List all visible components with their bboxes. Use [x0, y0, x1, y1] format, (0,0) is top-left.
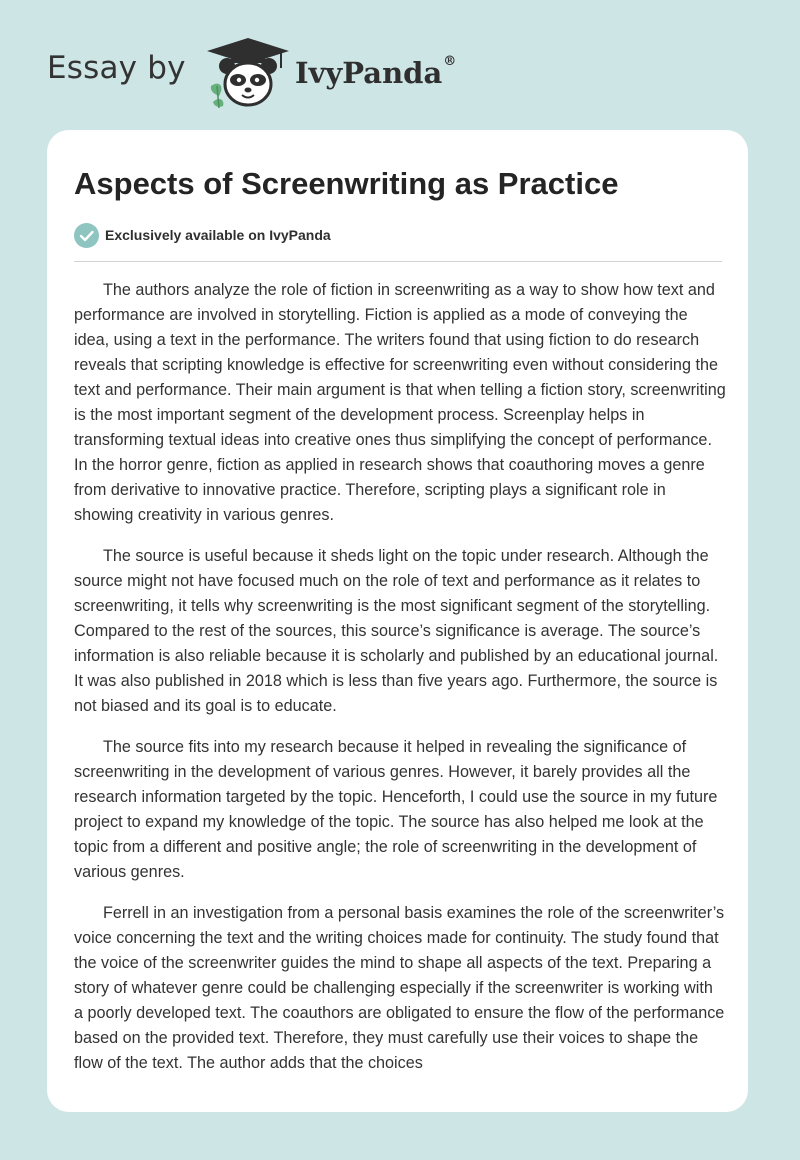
paragraph: The source fits into my research because it helped in revealing the significance of screenwriting in the development of various genres. However, it barely provides all the research information targeted by the topic. Henceforth, I could use the source in my future project to expand my knowledge of the topic. The source has also helped me look at the topic from a different and positive angle; the role of screenwriting in the development of various genres. [74, 738, 718, 881]
paragraph: Ferrell in an investigation from a personal basis examines the role of the screenwriter’s voice concerning the text and the writing choices made for continuity. The study found that the voice of the screenwriter guides the mind to shape all aspects of the text. Preparing a story of whatever genre could be challenging especially if the screenwriter is working with a poorly developed text. The coauthors are obligated to ensure the flow of the performance based on the provided text. Therefore, they must carefully use their voices to shape the flow of the text. The author adds that the choices [74, 904, 725, 1072]
registered-mark: ® [443, 54, 457, 69]
exclusive-badge [74, 222, 331, 248]
essay-card [47, 130, 748, 1112]
divider [74, 261, 722, 262]
page-title: Aspects of Screenwriting as Practice [74, 166, 619, 201]
brand-name[interactable]: IvyPanda® [295, 54, 457, 90]
paragraph: The source is useful because it sheds light on the topic under research. Although the source might not have focused much on the role of text and performance as it relates to screenwriting, it tells why screenwriting is the most significant segment of the storytelling. Compared to the rest of the sources, this source’s significance is average. The source’s information is also reliable because it is scholarly and published by an educational journal. It was also published in 2018 which is less than five years ago. Furthermore, the source is not biased and its goal is to educate. [74, 547, 719, 715]
exclusive-label: Exclusively available on IvyPanda [105, 227, 331, 243]
paragraph: The authors analyze the role of fiction in screenwriting as a way to show how text and performance are involved in storytelling. Fiction is applied as a mode of conveying the idea, using a text in the performance. The writers found that using fiction to do research reveals that scripting knowledge is effective for screenwriting even without considering the text and performance. Their main argument is that when telling a fiction story, screenwriting is the most important segment of the development process. Screenplay helps in transforming textual ideas into creative ones thus simplifying the concept of performance. In the horror genre, fiction as applied in research shows that coauthoring moves a genre from derivative to innovative practice. Therefore, scripting plays a significant role in showing creativity in various genres. [74, 281, 726, 524]
essay-body [74, 278, 726, 1092]
check-circle-icon [74, 223, 99, 248]
site-header [47, 36, 547, 108]
essay-by-label: Essay by [47, 50, 186, 86]
ivypanda-logo-icon[interactable] [205, 36, 291, 108]
